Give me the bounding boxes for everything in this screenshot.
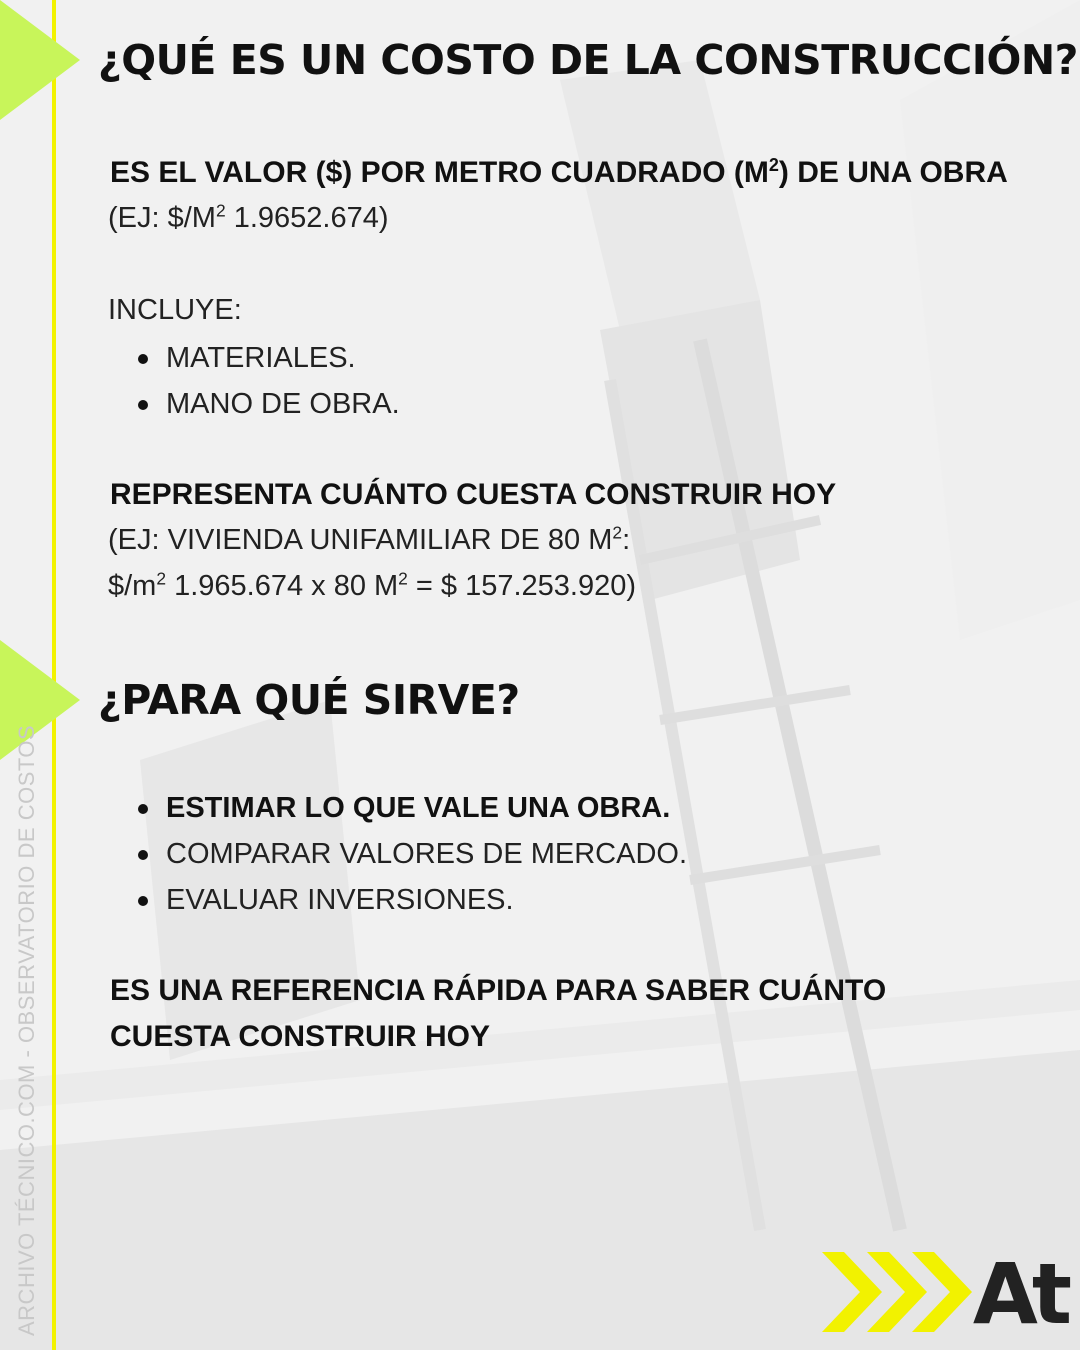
section-title-what-for: ¿PARA QUÉ SIRVE? (98, 676, 520, 724)
definition-post: ) DE UNA OBRA (778, 156, 1008, 189)
green-triangle-marker (0, 640, 80, 760)
example2-line1 (108, 524, 630, 557)
list-item: ESTIMAR LO QUE VALE UNA OBRA. (130, 788, 687, 834)
example-pre: (EJ: $/M (108, 202, 216, 234)
superscript: 2 (612, 522, 623, 543)
example-post: 1.9652.674) (225, 202, 389, 234)
list-item: EVALUAR INVERSIONES. (130, 880, 687, 926)
superscript: 2 (156, 568, 167, 589)
includes-label: INCLUYE: (108, 294, 242, 326)
conclusion-line-2: CUESTA CONSTRUIR HOY (110, 1020, 491, 1053)
definition-text (110, 156, 1008, 190)
vertical-source-text: ARCHIVO TÉCNICO.COM - OBSERVATORIO DE COSTOS (14, 724, 39, 1336)
superscript: 2 (215, 200, 226, 221)
example2-pre: (EJ: VIVIENDA UNIFAMILIAR DE 80 M (108, 524, 613, 556)
superscript: 2 (768, 155, 779, 175)
section-title-what-is: ¿QUÉ ES UN COSTO DE LA CONSTRUCCIÓN? (98, 36, 1078, 84)
example2-a: $/m (108, 570, 157, 602)
uses-list (130, 788, 687, 926)
definition-example (108, 202, 389, 235)
superscript: 2 (398, 568, 408, 589)
represents-text: REPRESENTA CUÁNTO CUESTA CONSTRUIR HOY (110, 478, 837, 511)
conclusion-line-1: ES UNA REFERENCIA RÁPIDA PARA SABER CUÁNTO (110, 974, 887, 1007)
list-item: MATERIALES. (130, 338, 400, 384)
list-item: MANO DE OBRA. (130, 384, 400, 430)
triple-chevron-right-icon (822, 1252, 972, 1332)
list-item: COMPARAR VALORES DE MERCADO. (130, 834, 687, 880)
example2-c: = $ 157.253.920) (407, 570, 637, 602)
example2-line2 (108, 570, 636, 603)
green-triangle-marker (0, 0, 80, 120)
definition-pre: ES EL VALOR ($) POR METRO CUADRADO (M (110, 156, 769, 189)
example2-b: 1.965.674 x 80 M (166, 570, 399, 602)
brand-logo: At (972, 1245, 1066, 1343)
example2-post: : (622, 524, 631, 556)
includes-list (130, 338, 400, 430)
